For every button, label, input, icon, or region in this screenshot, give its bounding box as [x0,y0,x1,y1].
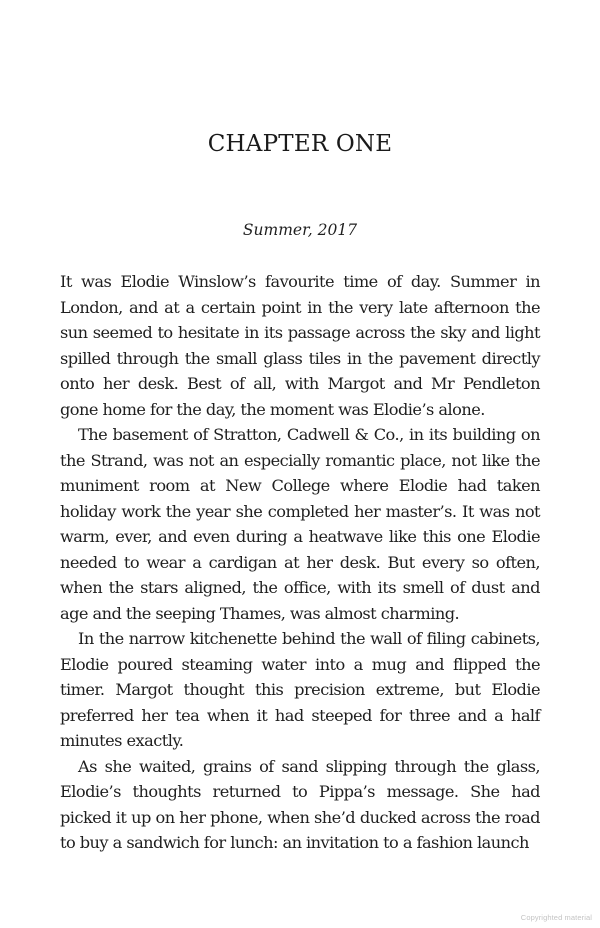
copyright-watermark: Copyrighted material [520,913,592,922]
chapter-body [60,269,540,856]
paragraph-2: The basement of Stratton, Cadwell & Co., in its building on the Strand, was not an especially romantic place, not like the muniment room at New College where Elodie had taken holiday work the year she completed her master’s. It was not warm, ever, and even during a heatwave like this one Elodie needed to wear a cardigan at her desk. But every so often, when the stars aligned, the office, with its smell of dust and age and the seeping Thames, was almost charming. [60,425,540,623]
chapter-dateline: Summer, 2017 [242,221,358,239]
paragraph-1: It was Elodie Winslow’s favourite time of day. Summer in London, and at a certain point in the very late afternoon the sun seemed to hesitate in its passage across the sky and light spilled through the small glass tiles in the pavement directly onto her desk. Best of all, with Margot and Mr Pendleton gone home for the day, the moment was Elodie’s alone. [60,272,540,419]
paragraph-4: As she waited, grains of sand slipping through the glass, Elodie’s thoughts returned to Pippa’s message. She had picked it up on her phone, when she’d ducked across the road to buy a sandwich for lunch: an invitation to a fashion launch [60,756,540,852]
chapter-title: CHAPTER ONE [207,131,393,157]
paragraph-3: In the narrow kitchenette behind the wall of filing cabinets, Elodie poured steaming water into a mug and flipped the timer. Margot thought this precision extreme, but Elodie preferred her tea when it had steeped for three and a half minutes exactly. [60,629,540,750]
